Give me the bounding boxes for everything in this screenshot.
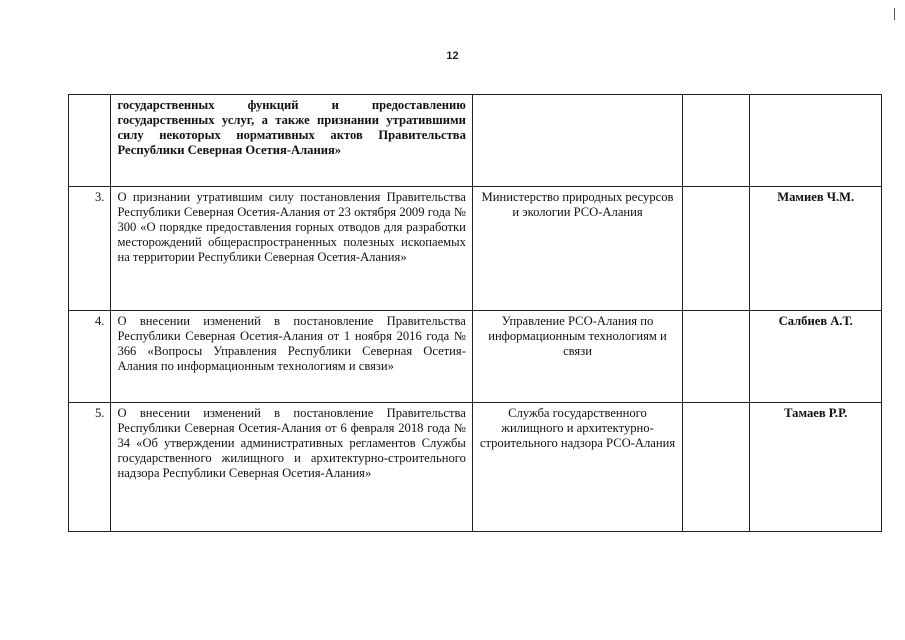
- table-row: [69, 311, 882, 403]
- acts-table: [68, 94, 882, 532]
- responsible-person: [750, 95, 882, 187]
- responsible-body: [472, 95, 682, 187]
- responsible-body: Управление РСО-Алания по информационным технологиям и связи: [472, 311, 682, 403]
- responsible-body: Служба государственного жилищного и архитектурно-строительного надзора РСО-Алания: [472, 403, 682, 532]
- act-title: О внесении изменений в постановление Правительства Республики Северная Осетия-Алания от 6 февраля 2018 года № 34 «Об утверждении административных регламентов Службы государственного жилищного и архитектурно-строительного надзора Республики Северная Осетия-Алания»: [111, 403, 472, 532]
- act-title: О внесении изменений в постановление Правительства Республики Северная Осетия-Алания от 1 ноября 2016 года № 366 «Вопросы Управления Республики Северная Осетия-Алания по информационным технологиям и связи»: [111, 311, 472, 403]
- responsible-person: Мамиев Ч.М.: [750, 187, 882, 311]
- responsible-person: Салбиев А.Т.: [750, 311, 882, 403]
- scan-edge-mark: [894, 8, 895, 20]
- empty-cell: [683, 403, 750, 532]
- responsible-body: Министерство природных ресурсов и экологии РСО-Алания: [472, 187, 682, 311]
- empty-cell: [683, 95, 750, 187]
- act-title: государственных функций и предоставлению государственных услуг, а также признании утратившими силу некоторых нормативных актов Правительства Республики Северная Осетия-Алания»: [111, 95, 472, 187]
- responsible-person: Тамаев Р.Р.: [750, 403, 882, 532]
- page-number: 12: [446, 50, 459, 62]
- table-row: [69, 403, 882, 532]
- empty-cell: [683, 311, 750, 403]
- table-row: [69, 187, 882, 311]
- empty-cell: [683, 187, 750, 311]
- act-title: О признании утратившим силу постановления Правительства Республики Северная Осетия-Алания от 23 октября 2009 года № 300 «О порядке предоставления горных отводов для разработки месторождений общераспространенных полезных ископаемых на территории Республики Северная Осетия-Алания»: [111, 187, 472, 311]
- table-row: [69, 95, 882, 187]
- row-number: 5.: [69, 403, 111, 532]
- row-number: [69, 95, 111, 187]
- row-number: 4.: [69, 311, 111, 403]
- row-number: 3.: [69, 187, 111, 311]
